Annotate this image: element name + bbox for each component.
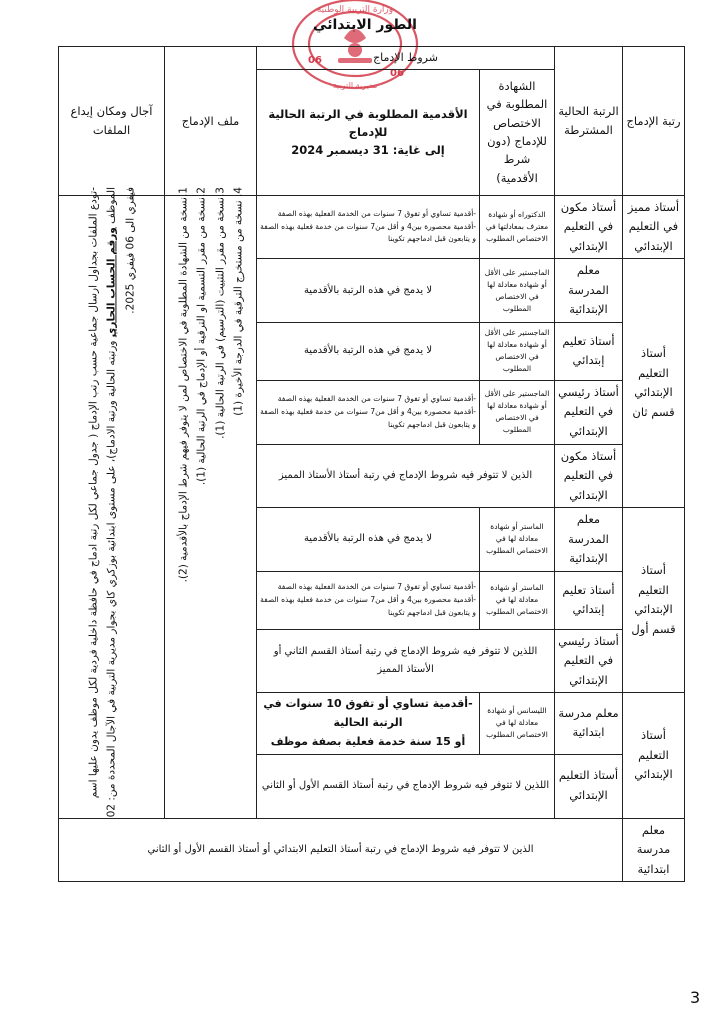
certificate-cell: الليسانس أو شهادة معادلة لها في الاختصاص المطلوب: [480, 693, 555, 754]
svg-text:مديرية التربية: مديرية التربية: [332, 81, 378, 90]
certificate-cell: الدكتوراه أو شهادة معترف بمعادلتها في الاختصاص المطلوب: [480, 195, 555, 259]
seniority-cell: لا يدمج في هذه الرتبة بالأقدمية: [257, 259, 480, 323]
deadline-account: ورقم الحساب الجاري: [105, 226, 118, 337]
deadline-text: [84, 187, 139, 827]
seniority-line: -أقدمية تساوي أو تفوق 10 سنوات في الرتبة الحالية: [263, 697, 473, 730]
deadline-part2: ورتبته الحالية ورتبة الادماج)، على مستوى ابتدائية بوزكري كاي بجوار مديرية التربية في الآجال المحددة من: 02 فيفري الى 06 فيفري 2025.: [105, 186, 136, 817]
rank-cell: معلم المدرسة الإبتدائية: [555, 508, 623, 572]
page-number: 3: [690, 988, 701, 1007]
seniority-cell: -أقدمية تساوي أو تفوق 7 سنوات من الخدمة الفعلية بهذه الصفة -أقدمية محصورة بين4 و أقل من7 سنوات من خدمة فعلية بهذه الصفة و يتابعون قبل ادماجهم تكوينا: [257, 380, 480, 444]
note-cell: الذين لا تتوفر فيه شروط الإدماج في رتبة أستاذ الأستاذ المميز: [257, 444, 555, 508]
header-certificate: الشهادة المطلوبة في الاختصاص للإدماج (دون شرط الأقدمية): [480, 69, 555, 195]
seniority-cell: لا يدمج في هذه الرتبة بالأقدمية: [257, 508, 480, 572]
svg-text:وزارة التربية الوطنية: وزارة التربية الوطنية: [316, 5, 394, 15]
seniority-cell: [257, 693, 480, 754]
rank-cell: أستاذ رئيسي في التعليم الإبتدائي: [555, 629, 623, 693]
header-seniority-title: الأقدمية المطلوبة في الرتبة الحالية للإدماج: [268, 106, 468, 139]
rank-cell: أستاذ تعليم إبتدائي: [555, 322, 623, 380]
rank-cell: أستاذ التعليم الإبتدائي: [555, 754, 623, 818]
certificate-cell: الماستر أو شهادة معادلة لها في الاختصاص المطلوب: [480, 508, 555, 572]
header-conditions: شروط الإدماج: [257, 47, 555, 70]
grade-first-class: أستاذ التعليم الإبتدائي قسم أول: [623, 508, 685, 693]
certificate-cell: الماجستير على الأقل أو شهادة معادلة لها في الاختصاص المطلوب: [480, 259, 555, 323]
seniority-cell: -أقدمية تساوي أو تفوق 7 سنوات من الخدمة الفعلية بهذه الصفة -أقدمية محصورة بين4 و أقل من7 سنوات من خدمة فعلية بهذه الصفة و يتابعون قبل ادماجهم تكوينا: [257, 195, 480, 259]
file-item: 4. نسخة من مستخرج الترقية في الدرجة الأخيرة (1): [231, 186, 244, 416]
seniority-line: أو 15 سنة خدمة فعلية بصفة موظف: [270, 734, 466, 748]
header-current-rank: الرتبة الحالية المشترطة: [555, 47, 623, 196]
rank-cell: أستاذ مكون في التعليم الإبتدائي: [555, 444, 623, 508]
rank-cell: أستاذ تعليم إبتدائي: [555, 571, 623, 629]
certificate-cell: الماجستير على الأقل أو شهادة معادلة لها في الاختصاص المطلوب: [480, 322, 555, 380]
note-cell: اللذين لا تتوفر فيه شروط الإدماج في رتبة أستاذ القسم الثاني أو الأستاذ المميز: [257, 629, 555, 693]
grade-school-teacher: معلم مدرسة ابتدائية: [623, 818, 685, 882]
file-column: [165, 186, 257, 818]
svg-text:06: 06: [390, 68, 404, 79]
file-item: 3.نسخة من مقرر التثبيت (الترسيم) في الرتبة الحالية (1).: [213, 186, 226, 439]
seniority-cell: -أقدمية تساوي أو تفوق 7 سنوات من الخدمة الفعلية بهذه الصفة -أقدمية محصورة بين4 و أقل من7 سنوات من خدمة فعلية بهذه الصفة و يتابعون قبل ادماجهم تكوينا: [257, 571, 480, 629]
header-grade: رتبة الإدماج: [623, 47, 685, 196]
seniority-cell: لا يدمج في هذه الرتبة بالأقدمية: [257, 322, 480, 380]
deadline-column: [59, 186, 165, 818]
note-cell: الذين لا تتوفر فيه شروط الإدماج في رتبة أستاذ التعليم الابتدائي أو أستاذ القسم الأول أو الثاني: [59, 818, 623, 882]
integration-table: [58, 46, 685, 882]
page-title: الطور الابتدائي: [313, 17, 417, 33]
header-seniority-date: إلى غاية: 31 ديسمبر 2024: [291, 143, 445, 158]
grade-second-class: أستاذ التعليم الإبتدائي قسم ثان: [623, 259, 685, 508]
svg-text:06: 06: [308, 55, 322, 66]
header-file: ملف الإدماج: [165, 47, 257, 196]
header-deadline: آجال ومكان إيداع الملفات: [59, 47, 165, 196]
grade-distinguished: أستاذ مميز في التعليم الإبتدائي: [623, 195, 685, 259]
rank-cell: أستاذ رئيسي في التعليم الإبتدائي: [555, 380, 623, 444]
file-item: 2.نسخة من مقرر التسمية او الترقية أو الإدماج في الرتبة الحالية (1).: [195, 186, 208, 485]
file-item: 1.نسخة من الشهادة المطلوبة في الاختصاص لمن لا يتوفر فيهم شرط الإدماج بالأقدمية (2).: [176, 186, 189, 582]
deadline-part1: -تودع الملفات بجداول ارسال جماعية حسب رتب الإدماج ( جدول جماعي لكل رتبة ادماج في حافظة داخلية فردية لكل موظف يدون عليها اسم الموظف: [86, 186, 118, 798]
rank-cell: أستاذ مكون في التعليم الإبتدائي: [555, 195, 623, 259]
rank-cell: معلم مدرسة ابتدائية: [555, 693, 623, 754]
certificate-cell: الماجستير على الأقل أو شهادة معادلة لها في الاختصاص المطلوب: [480, 380, 555, 444]
grade-primary-teacher: أستاذ التعليم الإبتدائي: [623, 693, 685, 818]
header-seniority: [257, 69, 480, 195]
file-list: [174, 187, 248, 827]
certificate-cell: الماستر أو شهادة معادلة لها في الاختصاص المطلوب: [480, 571, 555, 629]
note-cell: اللذين لا تتوفر فيه شروط الإدماج في رتبة أستاذ القسم الأول أو الثاني: [257, 754, 555, 818]
rank-cell: معلم المدرسة الإبتدائية: [555, 259, 623, 323]
